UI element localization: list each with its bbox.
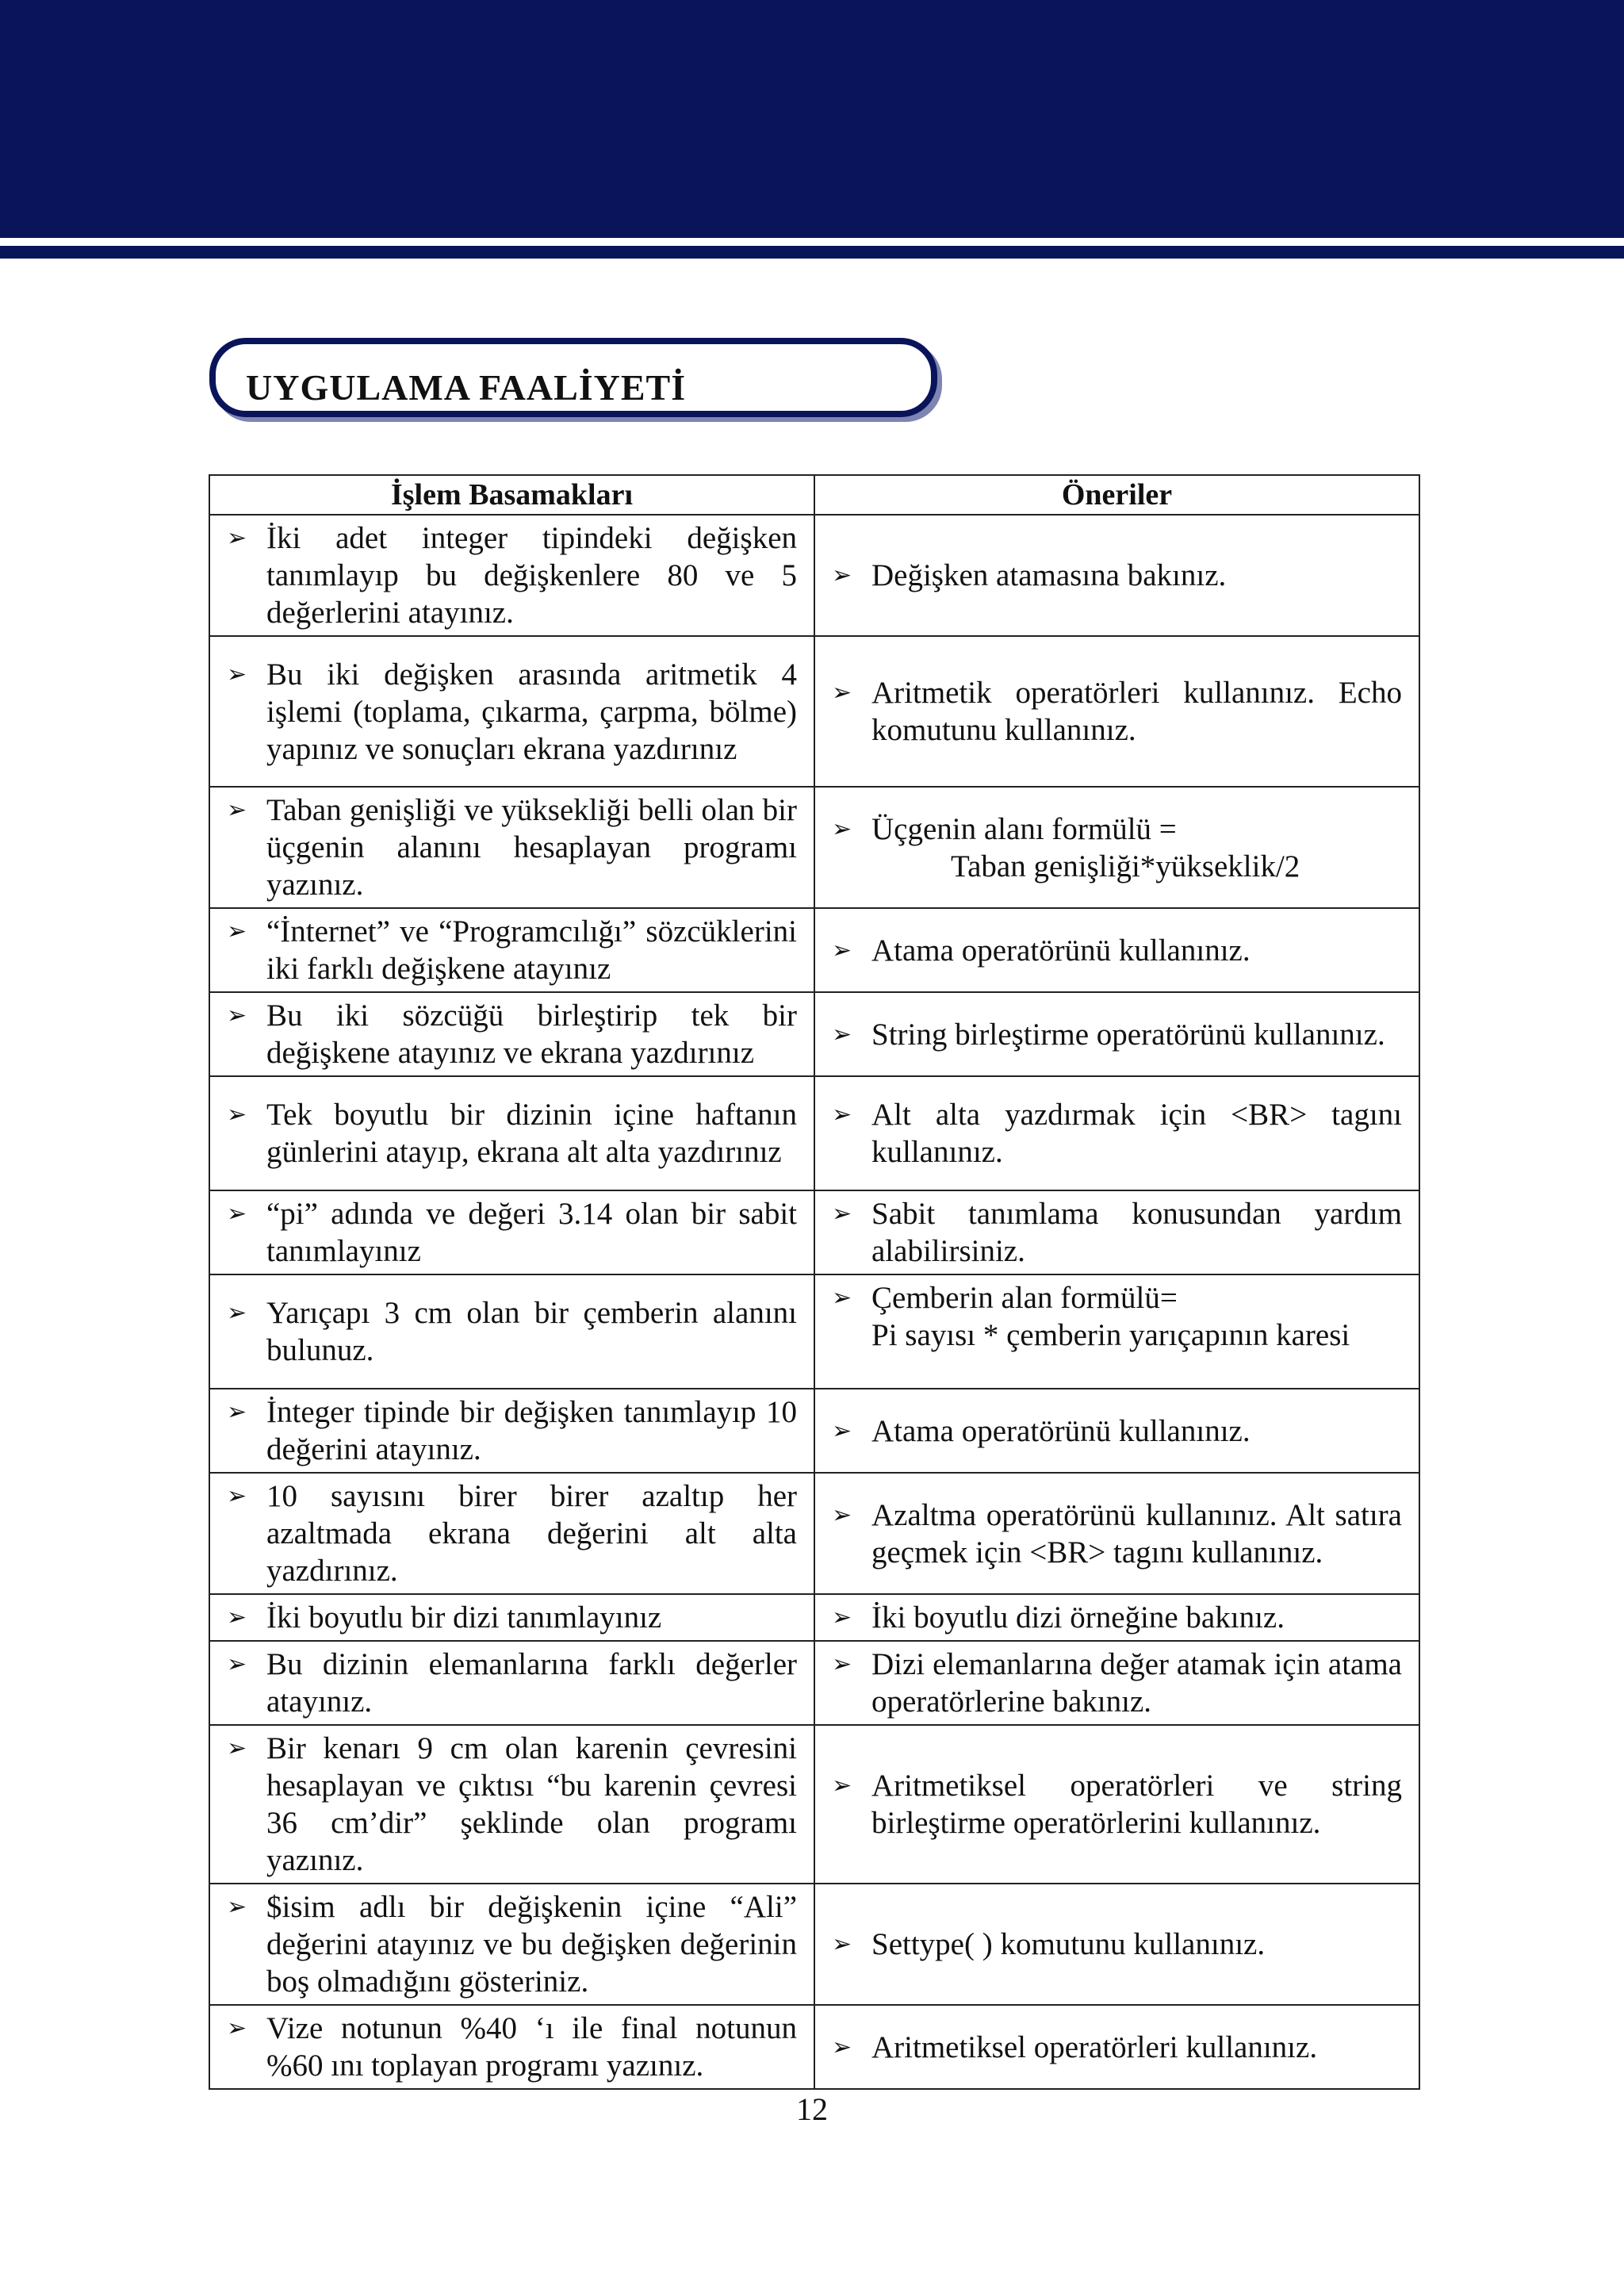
hint-cell (814, 636, 1419, 787)
arrowhead-bullet-icon: ➢ (227, 1734, 247, 1762)
step-cell (209, 1190, 814, 1274)
step-cell (209, 1725, 814, 1884)
arrowhead-bullet-icon: ➢ (832, 814, 852, 843)
hint-text: Aritmetiksel operatörleri ve string birleştirme operatörlerini kullanınız. (871, 1769, 1402, 1840)
header-band (0, 0, 1624, 238)
hint-text: Sabit tanımlama konusundan yardım alabilirsiniz. (871, 1197, 1402, 1268)
arrowhead-bullet-icon: ➢ (227, 660, 247, 688)
step-text: $isim adlı bir değişkenin içine “Ali” değerini atayınız ve bu değişken değerinin boş olmadığını gösteriniz. (266, 1890, 797, 1999)
step-cell (209, 636, 814, 787)
step-text: İnteger tipinde bir değişken tanımlayıp 10 değerini atayınız. (266, 1395, 797, 1466)
hint-text: Değişken atamasına bakınız. (871, 558, 1227, 592)
step-text: Bir kenarı 9 cm olan karenin çevresini hesaplayan ve çıktısı “bu karenin çevresi 36 cm’dir” şeklinde olan programı yazınız. (266, 1731, 797, 1877)
step-text: “pi” adında ve değeri 3.14 olan bir sabit tanımlayınız (266, 1197, 797, 1268)
arrowhead-bullet-icon: ➢ (832, 562, 852, 589)
section-title-box (209, 338, 937, 417)
arrowhead-bullet-icon: ➢ (832, 1101, 852, 1129)
table-row (209, 1389, 1419, 1473)
hint-text: Atama operatörünü kullanınız. (871, 1413, 1251, 1448)
step-text: Bu iki değişken arasında aritmetik 4 işlemi (toplama, çıkarma, çarpma, bölme) yapınız ve sonuçları ekrana yazdırınız (266, 657, 797, 766)
arrowhead-bullet-icon: ➢ (832, 2033, 852, 2061)
step-cell (209, 908, 814, 992)
arrowhead-bullet-icon: ➢ (832, 1772, 852, 1799)
activity-table (209, 474, 1420, 2090)
header-divider-white (0, 238, 1624, 246)
hint-text: Alt alta yazdırmak için <BR> tagını kullanınız. (871, 1098, 1402, 1169)
hint-cell (814, 992, 1419, 1076)
step-text: Yarıçapı 3 cm olan bir çemberin alanını bulunuz. (266, 1296, 797, 1367)
hint-cell (814, 1725, 1419, 1884)
arrowhead-bullet-icon: ➢ (227, 1482, 247, 1510)
hint-cell (814, 787, 1419, 908)
table-row (209, 2005, 1419, 2089)
step-cell (209, 2005, 814, 2089)
step-text: Vize notunun %40 ‘ı ile final notunun %60 ını toplayan programı yazınız. (266, 2011, 797, 2083)
step-text: Bu dizinin elemanlarına farklı değerler atayınız. (266, 1647, 797, 1719)
hint-text: Settype( ) komutunu kullanınız. (871, 1927, 1266, 1961)
step-cell (209, 1389, 814, 1473)
hint-cell (814, 1389, 1419, 1473)
step-cell (209, 1076, 814, 1190)
hint-text-line2: Taban genişliği*yükseklik/2 (951, 849, 1300, 883)
table-row (209, 1641, 1419, 1725)
step-text: Tek boyutlu bir dizinin içine haftanın günlerini atayıp, ekrana alt alta yazdırınız (266, 1098, 797, 1169)
hint-cell (814, 2005, 1419, 2089)
arrowhead-bullet-icon: ➢ (227, 1002, 247, 1029)
arrowhead-bullet-icon: ➢ (227, 796, 247, 824)
arrowhead-bullet-icon: ➢ (227, 1650, 247, 1678)
hint-text: Aritmetik operatörleri kullanınız. Echo komutunu kullanınız. (871, 676, 1402, 747)
hint-text: Üçgenin alanı formülü = (871, 811, 1177, 846)
hint-text-line2: Pi sayısı * çemberin yarıçapının karesi (871, 1318, 1350, 1352)
table-row (209, 636, 1419, 787)
arrowhead-bullet-icon: ➢ (227, 1893, 247, 1921)
table-row (209, 992, 1419, 1076)
header-divider-blue (0, 246, 1624, 259)
step-text: İki boyutlu bir dizi tanımlayınız (266, 1600, 662, 1635)
arrowhead-bullet-icon: ➢ (832, 1416, 852, 1445)
arrowhead-bullet-icon: ➢ (227, 1299, 247, 1327)
arrowhead-bullet-icon: ➢ (227, 2014, 247, 2042)
step-text: “İnternet” ve “Programcılığı” sözcüklerini iki farklı değişkene atayınız (266, 914, 797, 986)
step-cell (209, 515, 814, 636)
hint-cell (814, 1076, 1419, 1190)
step-cell (209, 1274, 814, 1389)
table-header-row (209, 475, 1419, 515)
section-title: UYGULAMA FAALİYETİ (246, 367, 687, 408)
step-text: Bu iki sözcüğü birleştirip tek bir değişkene atayınız ve ekrana yazdırınız (266, 998, 797, 1070)
arrowhead-bullet-icon: ➢ (227, 1101, 247, 1129)
step-text: 10 sayısını birer birer azaltıp her azaltmada ekrana değerini alt alta yazdırınız. (266, 1479, 797, 1588)
hint-cell (814, 908, 1419, 992)
hint-cell (814, 515, 1419, 636)
page-number: 12 (796, 2091, 828, 2127)
hint-text: Atama operatörünü kullanınız. (871, 933, 1251, 968)
hint-cell (814, 1190, 1419, 1274)
arrowhead-bullet-icon: ➢ (832, 1501, 852, 1529)
step-cell (209, 992, 814, 1076)
arrowhead-bullet-icon: ➢ (832, 1604, 852, 1631)
arrowhead-bullet-icon: ➢ (832, 1650, 852, 1678)
table-row (209, 515, 1419, 636)
hint-text: Çemberin alan formülü= (871, 1281, 1178, 1315)
table-row (209, 1594, 1419, 1641)
column-header-hints: Öneriler (814, 475, 1419, 515)
arrowhead-bullet-icon: ➢ (832, 679, 852, 707)
step-cell (209, 1884, 814, 2005)
arrowhead-bullet-icon: ➢ (832, 1200, 852, 1228)
arrowhead-bullet-icon: ➢ (227, 524, 247, 552)
hint-text: İki boyutlu dizi örneğine bakınız. (871, 1600, 1285, 1635)
table-row (209, 1473, 1419, 1594)
hint-text: String birleştirme operatörünü kullanınız. (871, 1017, 1385, 1052)
table-row (209, 1076, 1419, 1190)
hint-text: Dizi elemanlarına değer atamak için atama operatörlerine bakınız. (871, 1647, 1402, 1719)
arrowhead-bullet-icon: ➢ (227, 1604, 247, 1631)
arrowhead-bullet-icon: ➢ (832, 1284, 852, 1312)
arrowhead-bullet-icon: ➢ (227, 1398, 247, 1426)
arrowhead-bullet-icon: ➢ (227, 1200, 247, 1228)
hint-cell (814, 1641, 1419, 1725)
table-row (209, 1884, 1419, 2005)
arrowhead-bullet-icon: ➢ (227, 918, 247, 945)
column-header-steps: İşlem Basamakları (209, 475, 814, 515)
step-cell (209, 1594, 814, 1641)
hint-cell (814, 1274, 1419, 1389)
table-row (209, 1274, 1419, 1389)
arrowhead-bullet-icon: ➢ (832, 1020, 852, 1048)
hint-cell (814, 1473, 1419, 1594)
step-text: İki adet integer tipindeki değişken tanımlayıp bu değişkenlere 80 ve 5 değerlerini atayınız. (266, 521, 797, 630)
table-row (209, 908, 1419, 992)
hint-text: Aritmetiksel operatörleri kullanınız. (871, 2029, 1318, 2064)
hint-cell (814, 1594, 1419, 1641)
arrowhead-bullet-icon: ➢ (832, 1930, 852, 1958)
table-row (209, 1725, 1419, 1884)
table-row (209, 787, 1419, 908)
step-cell (209, 1641, 814, 1725)
step-cell (209, 1473, 814, 1594)
hint-cell (814, 1884, 1419, 2005)
step-text: Taban genişliği ve yüksekliği belli olan bir üçgenin alanını hesaplayan programı yazınız. (266, 793, 797, 902)
hint-text: Azaltma operatörünü kullanınız. Alt satıra geçmek için <BR> tagını kullanınız. (871, 1497, 1402, 1570)
step-cell (209, 787, 814, 908)
arrowhead-bullet-icon: ➢ (832, 936, 852, 964)
table-row (209, 1190, 1419, 1274)
